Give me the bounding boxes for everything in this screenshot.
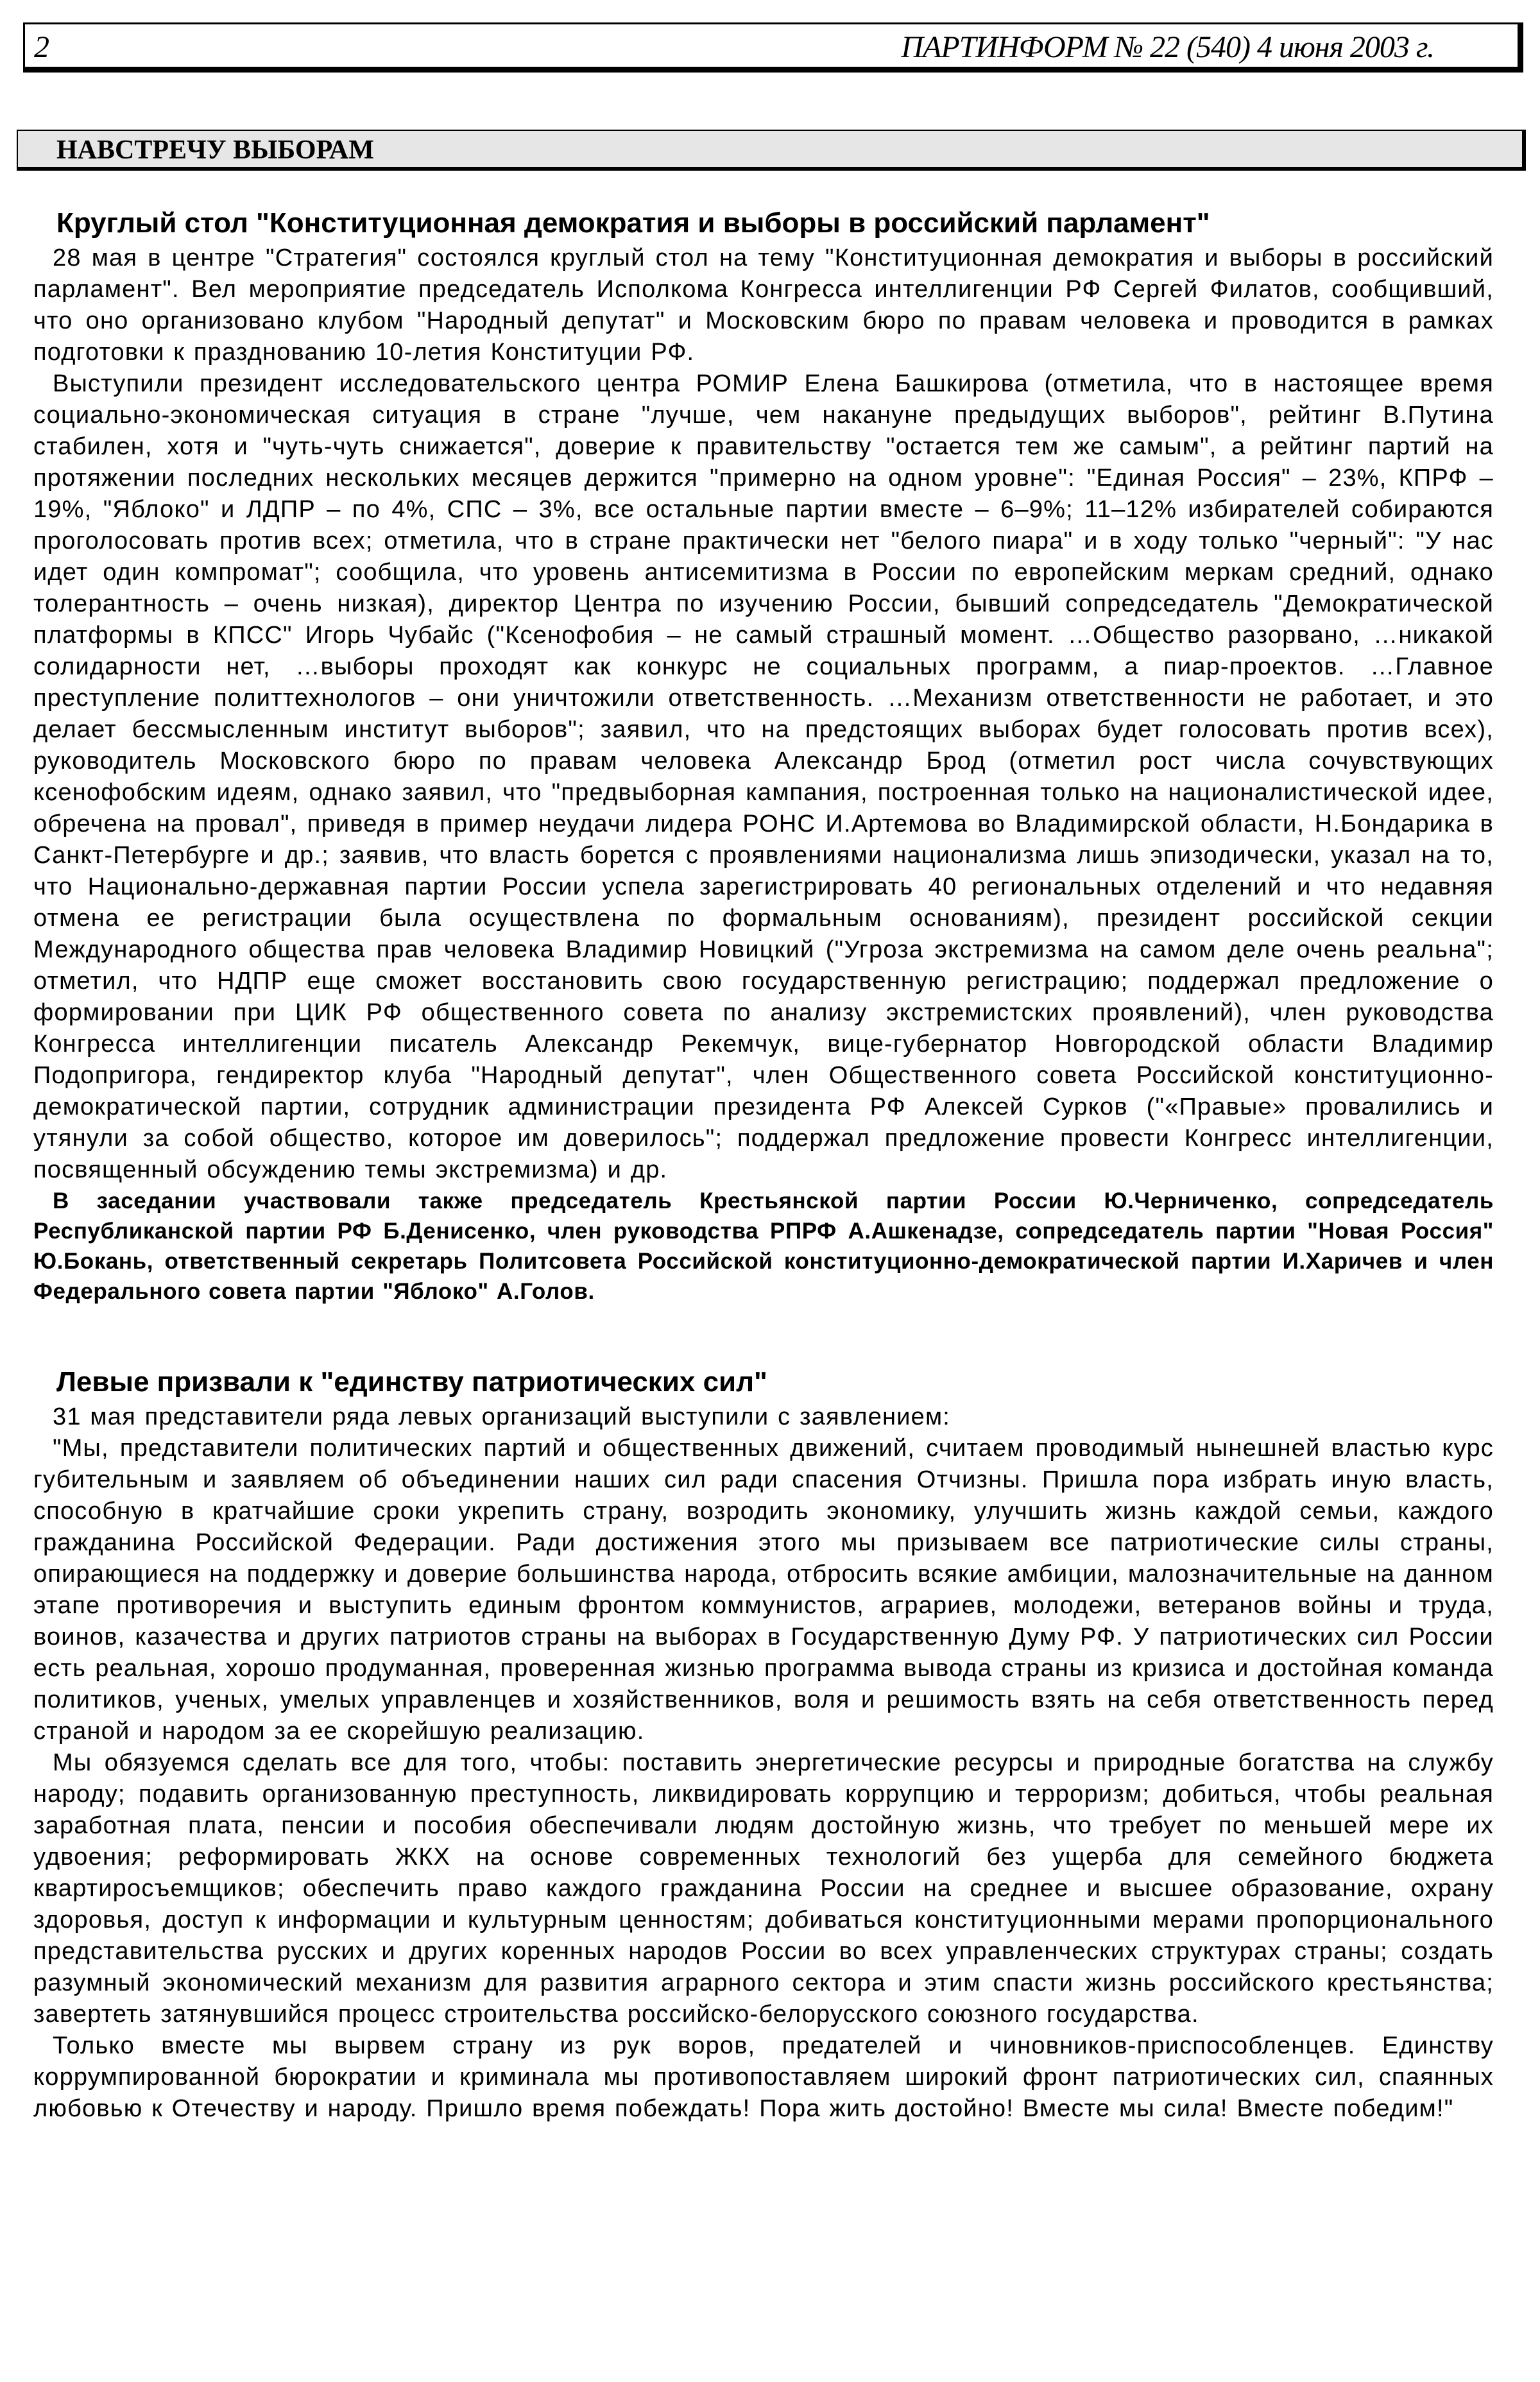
article-title: Левые призвали к "единству патриотических сил" xyxy=(56,1366,767,1398)
page-header xyxy=(23,22,1523,73)
article-title: Круглый стол "Конституционная демократия и выборы в российский парламент" xyxy=(56,207,1210,239)
article-paragraph: 31 мая представители ряда левых организаций выступили с заявлением: xyxy=(53,1403,951,1430)
article-paragraph: Мы обязуемся сделать все для того, чтобы: поставить энергетические ресурсы и природные богатства на службу народу; подавить организованную преступность, ликвидировать коррупцию и терроризм; добиться, чтобы реальная заработная плата, пенсии и пособия обеспечивали людям достойную жизнь, что требует по меньшей мере их удвоения; реформировать ЖКХ на основе современных технологий без ущерба для семейного бюджета квартиросъемщиков; обеспечить право каждого гражданина России на среднее и высшее образование, охрану здоровья, доступ к информации и культурным ценностям; добиваться конституционными мерами пропорционального представительства русских и других коренных народов России во всех управленческих структурах страны; создать разумный экономический механизм для развития аграрного сектора и этим спасти жизнь российского крестьянства; завертеть затянувшийся процесс строительства российско-белорусского союзного государства. xyxy=(33,1749,1494,2028)
article-paragraph: 28 мая в центре "Стратегия" состоялся круглый стол на тему "Конституционная демократия и выборы в российский парламент". Вел мероприятие председатель Исполкома Конгресса интеллигенции РФ Сергей Филатов, сообщивший, что оно организовано клубом "Народный депутат" и Московским бюро по правам человека и проводится в рамках подготовки к празднованию 10-летия Конституции РФ. xyxy=(33,244,1494,366)
publication-title: ПАРТИНФОРМ № 22 (540) 4 июня 2003 г. xyxy=(901,30,1434,64)
page-number: 2 xyxy=(34,30,49,64)
article-paragraph: Выступили президент исследовательского центра РОМИР Елена Башкирова (отметила, что в настоящее время социально-экономическая ситуация в стране "лучше, чем накануне предыдущих выборов", рейтинг В.Путина стабилен, хотя и "чуть-чуть снижается", доверие к правительству "остается тем же самым", а рейтинг партий на протяжении последних нескольких месяцев держится "примерно на одном уровне": "Единая Россия" – 23%, КПРФ – 19%, "Яблоко" и ЛДПР – по 4%, СПС – 3%, все остальные партии вместе – 6–9%; 11–12% избирателей собираются проголосовать против всех; отметила, что в стране практически нет "белого пиара" и в ходу только "черный": "У нас идет один компромат"; сообщила, что уровень антисемитизма в России по европейским меркам средний, однако толерантность – очень низкая), директор Центра по изучению России, бывший сопредседатель "Демократической платформы в КПСС" Игорь Чубайс ("Ксенофобия – не самый страшный момент. …Общество разорвано, …никакой солидарности нет, …выборы проходят как конкурс не социальных программ, а пиар-проектов. …Главное преступление политтехнологов – они уничтожили ответственность. …Механизм ответственности не работает, и это делает бессмысленным институт выборов"; заявил, что на предстоящих выборах будет голосовать против всех), руководитель Московского бюро по правам человека Александр Брод (отметил рост числа сочувствующих ксенофобским идеям, однако заявил, что "предвыборная кампания, построенная только на националистической идее, обречена на провал", приведя в пример неудачи лидера РОНС И.Артемова во Владимирской области, Н.Бондарика в Санкт-Петербурге и др.; заявив, что власть борется с проявлениями национализма лишь эпизодически, указал на то, что Национально-державная партии России успела зарегистрировать 40 региональных отделений и что недавняя отмена ее регистрации была осуществлена по формальным основаниям), президент российской секции Международного общества прав человека Владимир Новицкий ("Угроза экстремизма на самом деле очень реальна"; отметил, что НДПР еще сможет восстановить свою государственную регистрацию; поддержал предложение о формировании при ЦИК РФ общественного совета по анализу экстремистских проявлений), член руководства Конгресса интеллигенции писатель Александр Рекемчук, вице-губернатор Новгородской области Владимир Подопригора, гендиректор клуба "Народный депутат", член Общественного совета Российской конституционно-демократической партии, сотрудник администрации президента РФ Алексей Сурков ("«Правые» провалились и утянули за собой общество, которое им доверилось"; поддержал предложение провести Конгресс интеллигенции, посвященный обсуждению темы экстремизма) и др. xyxy=(33,370,1494,1183)
article-paragraph: "Мы, представители политических партий и общественных движений, считаем проводимый нынешней властью курс губительным и заявляем об объединении наших сил ради спасения Отчизны. Пришла пора избрать иную власть, способную в кратчайшие сроки укрепить страну, возродить экономику, улучшить жизнь каждой семьи, каждого гражданина Российской Федерации. Ради достижения этого мы призываем все патриотические силы страны, опирающиеся на поддержку и доверие большинства народа, отбросить всякие амбиции, малозначительные на данном этапе противоречия и выступить единым фронтом коммунистов, аграриев, молодежи, ветеранов войны и труда, воинов, казачества и других патриотов страны на выборах в Государственную Думу РФ. У патриотических сил России есть реальная, хорошо продуманная, проверенная жизнью программа вывода страны из кризиса и достойная команда политиков, ученых, умелых управленцев и хозяйственников, воля и решимость взять на себя ответственность перед страной и народом за ее скорейшую реализацию. xyxy=(33,1435,1494,1745)
article-round-table xyxy=(33,207,1494,1307)
section-banner xyxy=(17,130,1526,171)
article-paragraph: Только вместе мы вырвем страну из рук воров, предателей и чиновников-приспособленцев. Единству коррумпированной бюрократии и криминала мы противопоставляем широкий фронт патриотических сил, спаянных любовью к Отечеству и народу. Пришло время побеждать! Пора жить достойно! Вместе мы сила! Вместе победим!" xyxy=(33,2032,1494,2122)
section-title: НАВСТРЕЧУ ВЫБОРАМ xyxy=(56,135,374,165)
participants-paragraph: В заседании участвовали также председатель Крестьянской партии России Ю.Черниченко, сопредседатель Республиканской партии РФ Б.Денисенко, член руководства РПРФ А.Ашкенадзе, сопредседатель партии "Новая Россия" Ю.Бокань, ответственный секретарь Политсовета Российской конституционно-демократической партии И.Харичев и член Федерального совета партии "Яблоко" А.Голов. xyxy=(33,1188,1494,1304)
article-left-unity xyxy=(33,1366,1494,2125)
